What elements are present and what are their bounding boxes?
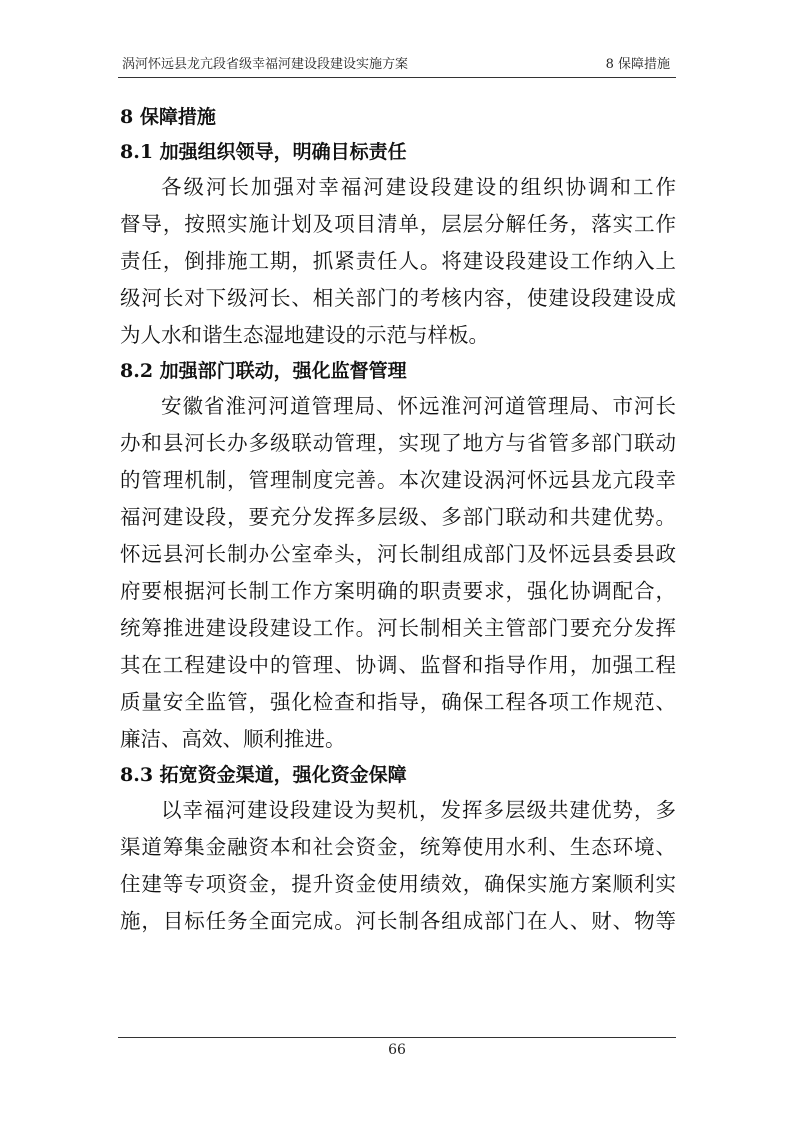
text-line: 级河长对下级河长、相关部门的考核内容，使建设段建设成 — [120, 286, 676, 310]
text-line: 安徽省淮河河道管理局、怀远淮河河道管理局、市河长 — [161, 394, 676, 418]
section-8-3-paragraph — [120, 792, 676, 940]
text-line: 统筹推进建设段建设工作。河长制相关主管部门要充分发挥 — [120, 616, 676, 640]
text-line: 府要根据河长制工作方案明确的职责要求，强化协调配合， — [120, 579, 676, 603]
text-line: 渠道筹集金融资本和社会资金，统筹使用水利、生态环境、 — [120, 835, 676, 859]
text-line: 福河建设段，要充分发挥多层级、多部门联动和共建优势。 — [120, 505, 676, 529]
section-heading-8-2: 8.2 加强部门联动，强化监督管理 — [120, 360, 407, 382]
section-8-2-paragraph — [120, 388, 676, 758]
text-line: 怀远县河长制办公室牵头，河长制组成部门及怀远县委县政 — [120, 542, 676, 566]
text-line: 施，目标任务全面完成。河长制各组成部门在人、财、物等 — [120, 909, 676, 933]
text-line: 办和县河长办多级联动管理，实现了地方与省管多部门联动 — [120, 431, 676, 455]
section-8-1-paragraph — [120, 169, 676, 354]
text-line: 责任，倒排施工期，抓紧责任人。将建设段建设工作纳入上 — [120, 249, 676, 273]
text-line: 的管理机制，管理制度完善。本次建设涡河怀远县龙亢段幸 — [120, 468, 676, 492]
text-line: 其在工程建设中的管理、协调、监督和指导作用，加强工程 — [120, 653, 676, 677]
text-line: 住建等专项资金，提升资金使用绩效，确保实施方案顺利实 — [120, 872, 676, 896]
section-heading-8-1: 8.1 加强组织领导，明确目标责任 — [120, 141, 407, 163]
page-number: 66 — [388, 1042, 406, 1058]
text-line: 以幸福河建设段建设为契机，发挥多层级共建优势，多 — [161, 798, 676, 822]
text-line: 质量安全监管，强化检查和指导，确保工程各项工作规范、 — [120, 690, 676, 714]
running-header — [118, 53, 676, 73]
text-line: 督导，按照实施计划及项目清单，层层分解任务，落实工作 — [120, 212, 676, 236]
header-rule — [118, 77, 676, 78]
footer-rule — [118, 1037, 676, 1038]
text-line: 廉洁、高效、顺利推进。 — [120, 727, 346, 751]
text-line: 各级河长加强对幸福河建设段建设的组织协调和工作 — [161, 175, 676, 199]
chapter-heading: 8 保障措施 — [120, 106, 216, 128]
page-body — [120, 100, 676, 940]
header-document-title: 涡河怀远县龙亢段省级幸福河建设段建设实施方案 — [122, 57, 409, 72]
header-chapter: 8 保障措施 — [605, 57, 670, 72]
text-line: 为人水和谐生态湿地建设的示范与样板。 — [120, 323, 489, 347]
section-heading-8-3: 8.3 拓宽资金渠道，强化资金保障 — [120, 764, 407, 786]
